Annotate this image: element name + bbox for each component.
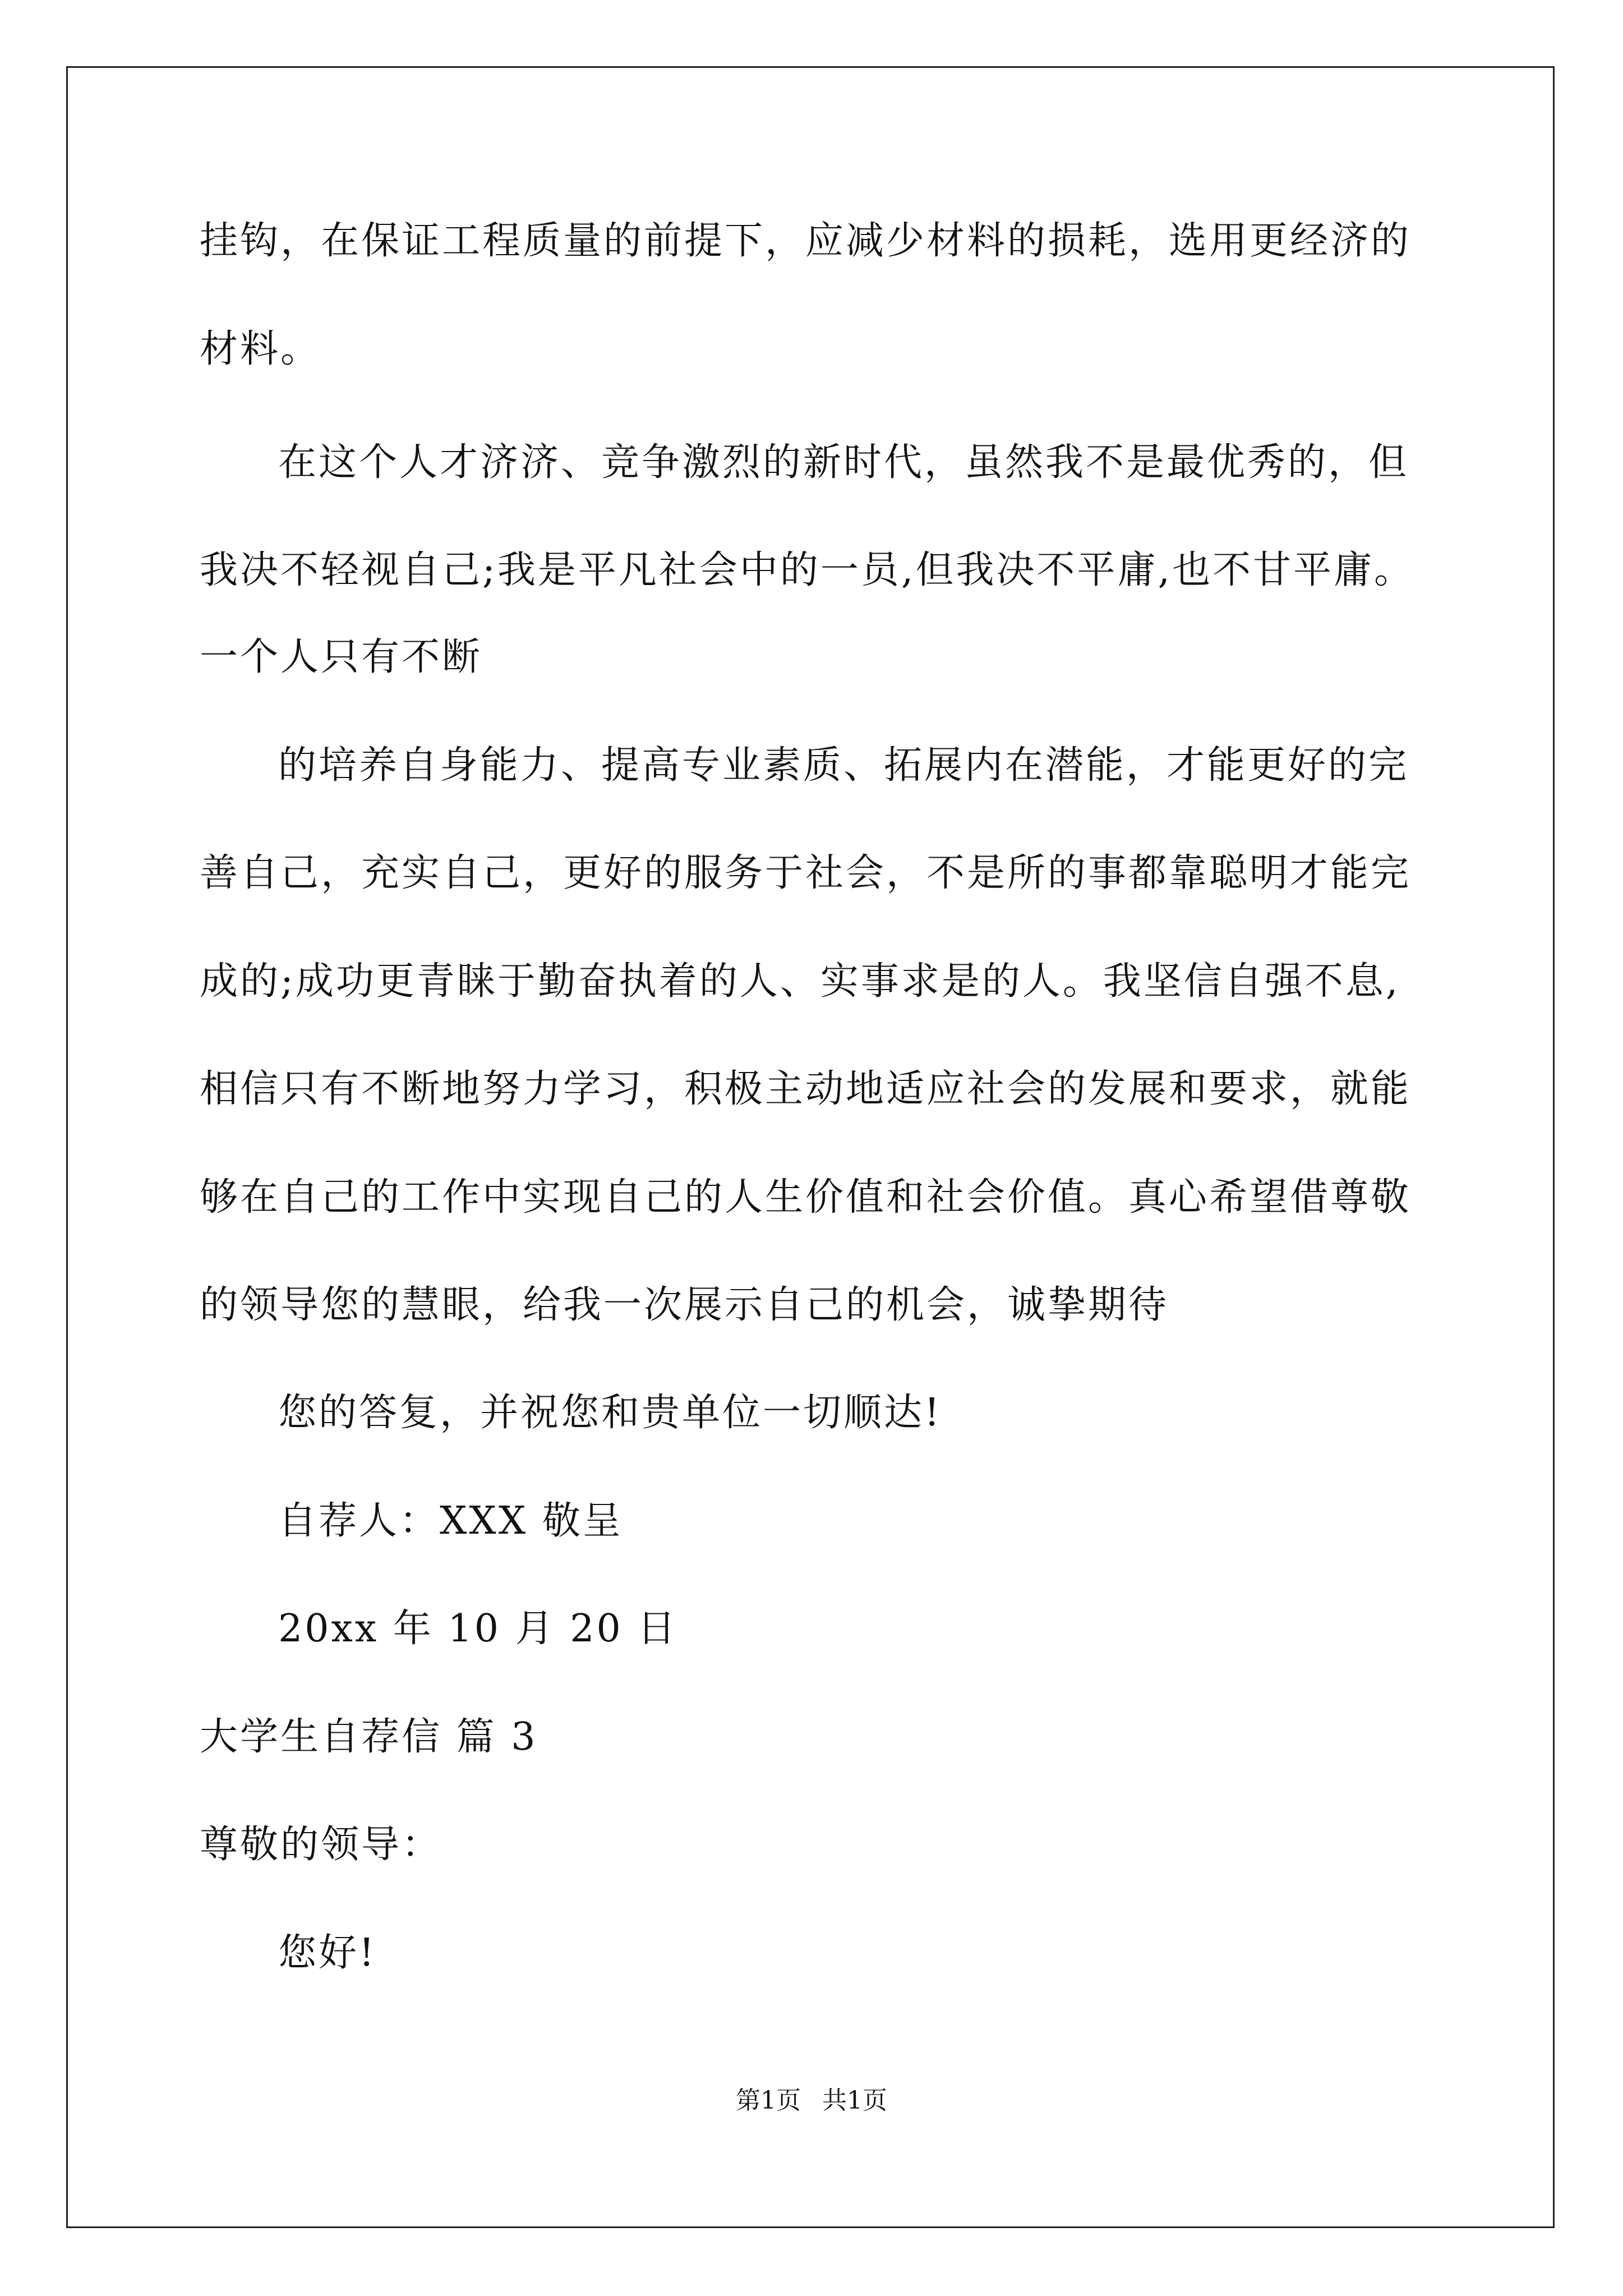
text-line: 在这个人才济济、竞争激烈的新时代，虽然我不是最优秀的，但 [278, 440, 1409, 485]
text-line: 挂钩，在保证工程质量的前提下，应减少材料的损耗，选用更经济的 [200, 219, 1412, 263]
text-line: 一个人只有不断 [200, 635, 483, 679]
section-heading: 大学生自荐信 篇 3 [200, 1715, 538, 1759]
greeting: 您好! [278, 1931, 377, 1975]
page-footer [0, 2084, 1623, 2118]
text-line: 您的答复，并祝您和贵单位一切顺达! [278, 1391, 942, 1435]
text-line: 善自己，充实自己，更好的服务于社会，不是所的事都靠聪明才能完 [200, 851, 1412, 895]
text-line: 的领导您的慧眼，给我一次展示自己的机会，诚挚期待 [200, 1283, 1169, 1327]
date-line: 20xx 年 10 月 20 日 [278, 1607, 678, 1651]
signature-line: 自荐人：XXX 敬呈 [278, 1499, 623, 1543]
page-number: 第1页 [736, 2086, 801, 2115]
text-line: 相信只有不断地努力学习，积极主动地适应社会的发展和要求，就能 [200, 1067, 1412, 1111]
page-total: 共1页 [822, 2086, 887, 2115]
salutation: 尊敬的领导： [200, 1823, 442, 1867]
text-line: 够在自己的工作中实现自己的人生价值和社会价值。真心希望借尊敬 [200, 1175, 1412, 1220]
text-line: 我决不轻视自己;我是平凡社会中的一员,但我决不平庸,也不甘平庸。 [200, 548, 1415, 592]
text-line: 的培养自身能力、提高专业素质、拓展内在潜能，才能更好的完 [278, 743, 1409, 788]
text-line: 材料。 [200, 327, 321, 371]
page-frame [66, 66, 1555, 2228]
text-line: 成的;成功更青睐于勤奋执着的人、实事求是的人。我坚信自强不息, [200, 959, 1400, 1004]
